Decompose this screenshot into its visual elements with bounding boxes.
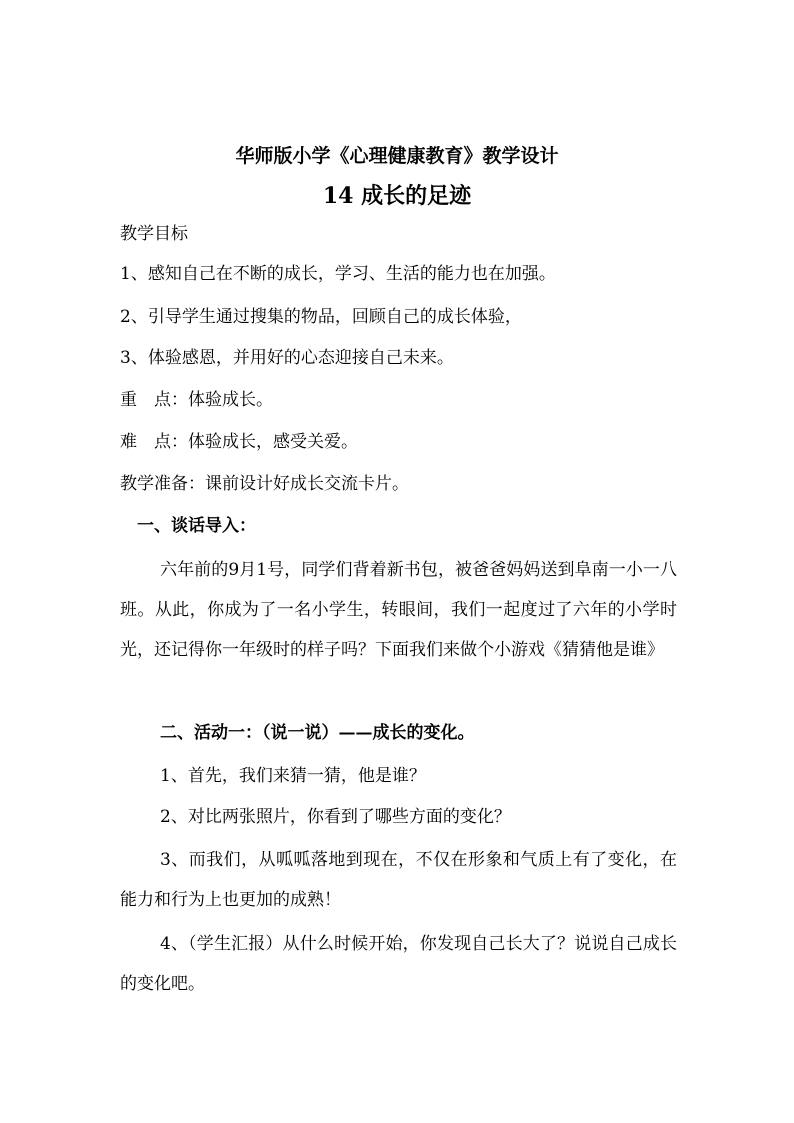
- activity-item: 2、对比两张照片，你看到了哪些方面的变化？: [160, 807, 511, 827]
- lesson-title: 14 成长的足迹: [322, 183, 472, 209]
- objective-item: 1、感知自己在不断的成长，学习、生活的能力也在加强。: [120, 264, 556, 284]
- document-title: 华师版小学《心理健康教育》教学设计: [235, 145, 559, 167]
- section-heading: 二、活动一：（说一说）——成长的变化。: [160, 723, 475, 743]
- objectives-heading: 教学目标: [120, 224, 188, 244]
- difficult-point: 难 点：体验成长，感受关爱。: [120, 432, 358, 452]
- teaching-preparation: 教学准备：课前设计好成长交流卡片。: [120, 474, 409, 494]
- objective-item: 2、引导学生通过搜集的物品，回顾自己的成长体验，: [120, 307, 522, 327]
- activity-item: 4、（学生汇报）从什么时候开始，你发现自己长大了？说说自己成长的变化吧。: [120, 934, 677, 994]
- objective-item: 3、体验感恩，并用好的心态迎接自己未来。: [120, 348, 454, 368]
- key-point: 重 点：体验成长。: [120, 390, 273, 410]
- activity-item: 3、而我们，从呱呱落地到现在，不仅在形象和气质上有了变化，在能力和行为上也更加的成熟！: [120, 850, 677, 910]
- intro-paragraph: 六年前的9月1号，同学们背着新书包，被爸爸妈妈送到阜南一小一八班。从此，你成为了一名小学生，转眼间，我们一起度过了六年的小学时光，还记得你一年级时的样子吗？下面我们来做个小游戏《猜猜他是谁》: [120, 560, 677, 660]
- section-heading: 一、谈话导入：: [137, 516, 256, 536]
- activity-item: 1、首先，我们来猜一猜，他是谁？: [160, 766, 426, 786]
